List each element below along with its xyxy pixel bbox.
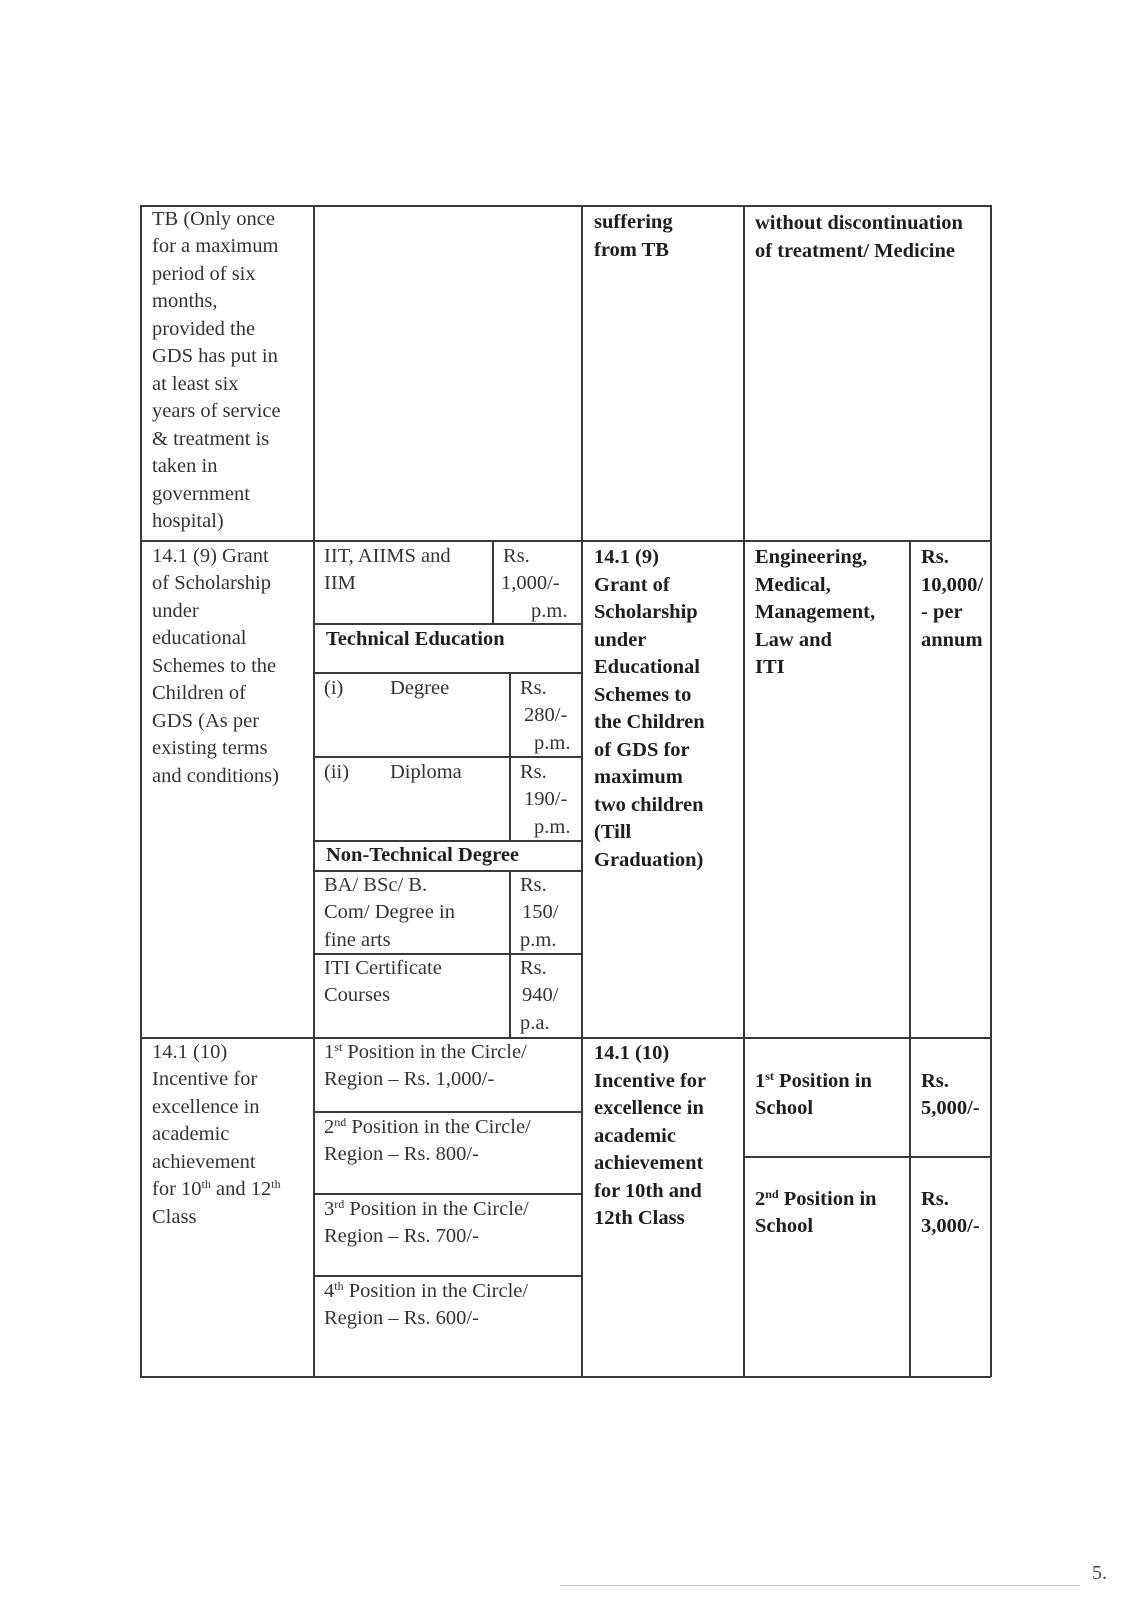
text-line: Children of <box>152 682 246 704</box>
text-line: Schemes to the <box>152 655 277 677</box>
text-line: TB (Only once <box>152 208 275 230</box>
item-number: (ii) <box>324 761 350 783</box>
text-line: Region – Rs. 600/- <box>324 1307 479 1329</box>
amount-line: Rs. <box>520 677 547 699</box>
text-line: ITI <box>755 656 785 678</box>
text-line: government <box>152 483 250 505</box>
text-line: of treatment/ Medicine <box>755 240 955 262</box>
text-line: under <box>594 629 647 651</box>
row-divider <box>140 1037 991 1039</box>
text-line: 2nd Position in the Circle/ <box>324 1115 531 1138</box>
table-right-border <box>990 205 992 1377</box>
text-line: GDS (As per <box>152 710 260 732</box>
text-line: and conditions) <box>152 765 279 787</box>
text-line: suffering <box>594 211 673 233</box>
text-line: at least six <box>152 373 239 395</box>
text-line: for 10th and <box>594 1180 702 1202</box>
text-line: Rs. <box>921 1070 949 1092</box>
text-line: excellence in <box>594 1097 704 1119</box>
text-line: 14.1 (9) <box>594 546 659 568</box>
text-line: 2nd Position in <box>755 1187 877 1210</box>
amount-line: p.m. <box>520 929 557 951</box>
amount-line: 190/- <box>524 788 568 810</box>
column-divider <box>743 205 745 1377</box>
text-line: ITI Certificate <box>324 957 442 979</box>
amount-line: Rs. <box>520 957 547 979</box>
text-line: Rs. <box>921 546 949 568</box>
text-line: 12th Class <box>594 1207 685 1229</box>
text-line: 14.1 (9) Grant <box>152 545 269 567</box>
text-line: Courses <box>324 984 391 1006</box>
text-line: without discontinuation <box>755 212 963 234</box>
text-line: School <box>755 1215 814 1237</box>
table-left-border <box>140 205 142 1377</box>
text-line: BA/ BSc/ B. <box>324 874 428 896</box>
text-line: Region – Rs. 1,000/- <box>324 1068 495 1090</box>
text-line: Region – Rs. 700/- <box>324 1225 479 1247</box>
text-line: years of service <box>152 400 281 422</box>
text-line: for 10th and 12th <box>152 1177 281 1200</box>
amount-line: Rs. <box>503 545 530 567</box>
text-line: academic <box>152 1123 230 1145</box>
amount-line: p.a. <box>520 1012 550 1034</box>
text-line: Schemes to <box>594 684 692 706</box>
text-line: achievement <box>594 1152 704 1174</box>
text-line: months, <box>152 290 218 312</box>
item-label: Diploma <box>390 761 462 783</box>
text-line: Incentive for <box>152 1068 258 1090</box>
text-line: & treatment is <box>152 428 270 450</box>
text-line: Management, <box>755 601 876 623</box>
amount-line: p.m. <box>534 816 571 838</box>
page-number: 5. <box>1092 1562 1107 1584</box>
amount-line: Rs. <box>520 761 547 783</box>
text-line: hospital) <box>152 510 224 532</box>
item-label: Degree <box>390 677 450 699</box>
text-line: 3,000/- <box>921 1215 980 1237</box>
table-bottom-border <box>140 1376 991 1378</box>
column-divider <box>313 205 315 1377</box>
scan-edge-line <box>560 1585 1080 1586</box>
text-line: Rs. <box>921 1188 949 1210</box>
text-line: Law and <box>755 629 832 651</box>
text-line: Medical, <box>755 574 831 596</box>
text-line: educational <box>152 627 247 649</box>
amount-line: p.m. <box>534 732 571 754</box>
text-line: from TB <box>594 239 669 261</box>
subcell-divider <box>492 540 494 624</box>
column-divider <box>909 540 911 1377</box>
text-line: Com/ Degree in <box>324 901 455 923</box>
text-line: for a maximum <box>152 235 279 257</box>
text-line: provided the <box>152 318 256 340</box>
amount-line: 1,000/- <box>501 572 560 594</box>
row-divider <box>140 540 991 542</box>
text-line: the Children <box>594 711 705 733</box>
text-line: period of six <box>152 263 256 285</box>
text-line: existing terms <box>152 737 268 759</box>
text-line: 14.1 (10) <box>594 1042 670 1064</box>
text-line: (Till <box>594 821 632 843</box>
technical-education-heading: Technical Education <box>326 628 505 650</box>
text-line: 4th Position in the Circle/ <box>324 1279 529 1302</box>
amount-line: p.m. <box>531 600 568 622</box>
text-line: fine arts <box>324 929 391 951</box>
text-line: 10,000/ <box>921 574 984 596</box>
text-line: IIT, AIIMS and <box>324 545 451 567</box>
amount-line: 150/ <box>522 901 559 923</box>
text-line: of Scholarship <box>152 572 271 594</box>
text-line: maximum <box>594 766 683 788</box>
text-line: 1st Position in <box>755 1069 872 1092</box>
subcell-divider <box>743 1156 990 1158</box>
item-number: (i) <box>324 677 344 699</box>
text-line: School <box>755 1097 814 1119</box>
text-line: Educational <box>594 656 700 678</box>
text-line: IIM <box>324 572 356 594</box>
text-line: Engineering, <box>755 546 868 568</box>
amount-line: 940/ <box>522 984 559 1006</box>
text-line: GDS has put in <box>152 345 278 367</box>
text-line: two children <box>594 794 704 816</box>
subcell-divider <box>313 672 581 674</box>
text-line: - per <box>921 601 963 623</box>
text-line: 5,000/- <box>921 1097 980 1119</box>
text-line: 14.1 (10) <box>152 1041 228 1063</box>
subcell-divider <box>313 1111 581 1113</box>
subcell-divider <box>313 1275 581 1277</box>
text-line: taken in <box>152 455 218 477</box>
column-divider <box>581 205 583 1377</box>
amount-line: Rs. <box>520 874 547 896</box>
text-line: 3rd Position in the Circle/ <box>324 1197 529 1220</box>
text-line: Graduation) <box>594 849 704 871</box>
text-line: Class <box>152 1206 197 1228</box>
subcell-divider <box>313 1193 581 1195</box>
non-technical-degree-heading: Non-Technical Degree <box>326 844 520 866</box>
text-line: academic <box>594 1125 676 1147</box>
text-line: under <box>152 600 199 622</box>
text-line: annum <box>921 629 983 651</box>
text-line: Incentive for <box>594 1070 707 1092</box>
text-line: achievement <box>152 1151 256 1173</box>
text-line: excellence in <box>152 1096 260 1118</box>
text-line: Scholarship <box>594 601 698 623</box>
text-line: Grant of <box>594 574 670 596</box>
text-line: of GDS for <box>594 739 690 761</box>
amount-line: 280/- <box>524 704 568 726</box>
text-line: Region – Rs. 800/- <box>324 1143 479 1165</box>
text-line: 1st Position in the Circle/ <box>324 1040 527 1063</box>
